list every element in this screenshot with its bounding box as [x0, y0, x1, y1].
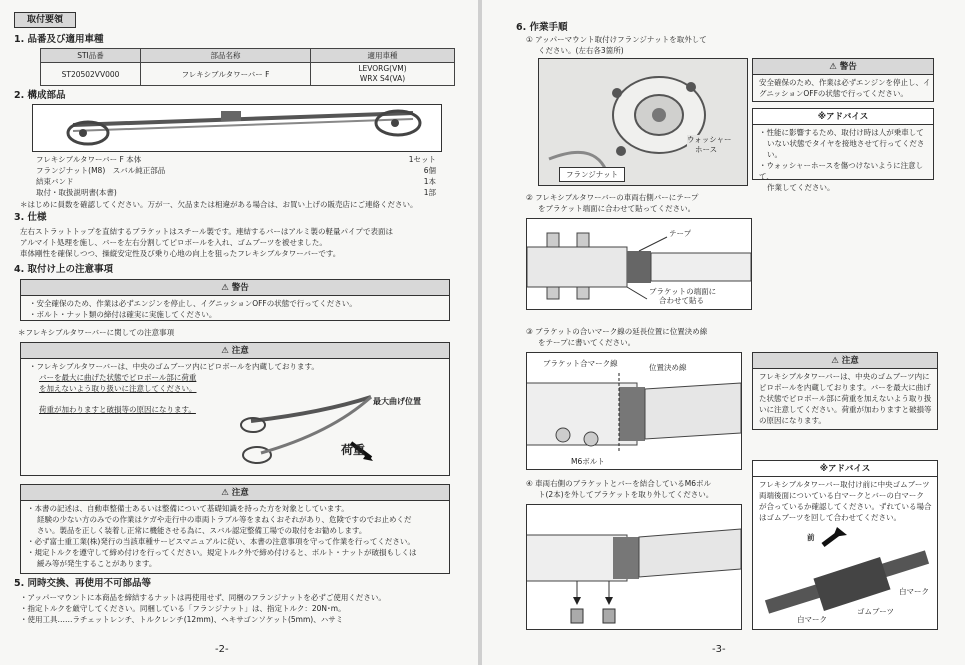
label-rubber-boot: ゴムブーツ	[857, 607, 894, 616]
col-part-name: 部品名称	[141, 49, 311, 63]
replacement-parts-text: ・アッパーマウントに本商品を締結するナットは再使用せず、同梱のフランジナットを必ずご使用ください。 ・指定トルクを厳守してください。同梱している「フランジナット」は、指定トルク：20N･m。 ・使用工具……ラチェットレンチ、トルクレンチ(12mm)、ヘキサゴンソケット(5mm)、ハサミ	[20, 593, 386, 624]
warning-box: ⚠ 警告 ・安全確保のため、作業は必ずエンジンを停止し、イグニッションOFFの状態で行ってください。 ・ボルト・ナット類の締付は確実に実施してください。	[20, 279, 450, 321]
label-position-line: 位置決め線	[649, 363, 687, 372]
warning-header: ⚠ 警告	[21, 280, 449, 296]
label-bracket-edge: ブラケットの端面に 合わせて貼る	[649, 287, 717, 305]
page-number-left: -2-	[215, 644, 229, 655]
step3-diagram	[526, 352, 742, 470]
section3-title: 3. 仕様	[14, 212, 47, 223]
parts-table	[40, 48, 455, 86]
bar-notes-label: ＊フレキシブルタワーバーに関しての注意事項	[18, 328, 175, 337]
step4-text: ④ 車両右側のブラケットとバーを結合しているM6ボル ト(2本)を外してブラケットを取り外してください。	[526, 479, 714, 499]
part-name: フレキシブルタワーバー F	[141, 63, 311, 86]
caution-header-right: ⚠ 注意	[753, 353, 937, 369]
header-box: 取付要領	[14, 12, 76, 28]
caution-box-right: ⚠ 注意 フレキシブルタワーバーは、中央のゴムブーツ内に ピロボールを内蔵しております。バーを最大に曲げ た状態でピロボール部に荷重を加えないよう取り扱 いに注意してください。荷重が加わりますと破損等 の原因になります。	[752, 352, 938, 430]
col-part-no: STI品番	[41, 49, 141, 63]
step2-text: ② フレキシブルタワーバーの車両右側バーにテープ をブラケット端面に合わせて貼ってください。	[526, 193, 699, 213]
col-cars: 適用車種	[311, 49, 455, 63]
label-washer-hose: ウォッシャー ホース	[687, 135, 732, 154]
step1-photo	[538, 58, 748, 186]
label-load: 荷重	[341, 443, 366, 457]
page-right	[482, 0, 965, 665]
advice-box-2: ※アドバイス フレキシブルタワーバー取付け前に中央ゴムブーツ 両端後面についている白マークとバーの白マーク が合っているか確認してください。ずれている場合 はゴムブーツを回して合わせてください。 前 白マーク 白マーク ゴムブーツ	[752, 460, 938, 630]
caution-box-2: ⚠ 注意 ・本書の記述は、自動車整備士あるいは整備について基礎知識を持った方を対象としています。 経験の少ない方のみでの作業はケガや走行中の車両トラブル等をまねくおそれがあり、危険ですのでお止めくだ さい。製品を正しく装着し正常に機能させる為に、スバル認定整備工場での取付をお勧めします。 ・必ず富士重工業(株)発行の当該車種サービスマニュアルに従い、本書の注意事項を守って作業を行ってください。 ・規定トルクを遵守して締め付けを行ってください。規定トルク外で締め付けると、ボルト・ナットが破損もしくは 緩み等が発生することがあります。	[20, 484, 450, 574]
advice2-header: ※アドバイス	[753, 461, 937, 477]
label-max-bend: 最大曲げ位置	[373, 397, 421, 406]
section2-title: 2. 構成部品	[14, 90, 66, 101]
car-1: LEVORG(VM)	[358, 64, 407, 73]
mark-line-diagram	[527, 353, 741, 469]
caution2-header: ⚠ 注意	[21, 485, 449, 501]
section6-title: 6. 作業手順	[516, 22, 568, 33]
step2-diagram	[526, 218, 752, 310]
advice-header: ※アドバイス	[753, 109, 933, 125]
label-m6-bolt: M6ボルト	[571, 457, 605, 466]
label-bracket-mark: ブラケット合マーク線	[543, 359, 618, 368]
tower-bar-illustration	[33, 105, 443, 153]
advice-box: ※アドバイス ・性能に影響するため、取付け時は人が乗車して いない状態でタイヤを接地させて行ってください。 ・ウォッシャーホースを傷つけないように注意して、 作業してください。	[752, 108, 934, 180]
car-2: WRX S4(VA)	[359, 74, 406, 83]
caution-box: ⚠ 注意 ・フレキシブルタワーバーは、中央のゴムブーツ内にピロボールを内蔵しております。 バーを最大に曲げた状態でピロボール部に荷重 を加えないよう取り扱いに注意してください。 荷重が加わりますと破損等の原因になります。 最大曲げ位置 荷重	[20, 342, 450, 476]
step1-text: ① アッパーマウント取付けフランジナットを取外して ください。(左右各3箇所)	[526, 35, 707, 55]
part-no: ST20502VV000	[41, 63, 141, 86]
label-front: 前	[807, 533, 815, 542]
tape-diagram	[527, 219, 751, 309]
component-item: 結束バンド 1本	[36, 177, 436, 186]
bar-image	[32, 104, 442, 152]
step3-text: ③ ブラケットの合いマーク線の延長位置に位置決め線 をテープに書いてください。	[526, 327, 708, 347]
label-white-mark-1: 白マーク	[899, 587, 929, 596]
section4-title: 4. 取付け上の注意事項	[14, 264, 114, 275]
section5-title: 5. 同時交換、再使用不可部品等	[14, 578, 152, 589]
spec-text: 左右ストラットトップを直結するブラケットはスチール製です。連結するバーはアルミ製の軽量パイプで表面は アルマイト処理を施し、バーを左右分割してピロボールを入れ、ゴムブーツを被せました。 車体剛性を確保しつつ、操縦安定性及び乗り心地の向上を狙ったフレキシブルタワーバーです。	[20, 227, 394, 258]
components-note: ＊はじめに員数を確認してください。万が一、欠品または相違がある場合は、お買い上げの販売店にご連絡ください。	[20, 200, 418, 209]
component-item: フランジナット(M8) スバル純正部品 6個	[36, 166, 436, 175]
bracket-removal-diagram	[527, 505, 741, 629]
rubber-boot-diagram	[757, 527, 935, 627]
component-item: 取付・取扱説明書(本書) 1部	[36, 188, 436, 197]
page-left	[0, 0, 478, 665]
components-list	[36, 154, 436, 198]
label-tape: テープ	[669, 229, 692, 238]
warning-header-right: ⚠ 警告	[753, 59, 933, 75]
label-flange-nut: フランジナット	[559, 167, 625, 182]
step4-diagram	[526, 504, 742, 630]
section1-title: 1. 品番及び適用車種	[14, 34, 104, 45]
caution-header: ⚠ 注意	[21, 343, 449, 359]
warning-box-right: ⚠ 警告 安全確保のため、作業は必ずエンジンを停止し、イ グニッションOFFの状態で行ってください。	[752, 58, 934, 102]
page-number-right: -3-	[712, 644, 726, 655]
component-item: フレキシブルタワーバー F 本体 1セット	[36, 155, 436, 164]
label-white-mark-2: 白マーク	[797, 615, 827, 624]
